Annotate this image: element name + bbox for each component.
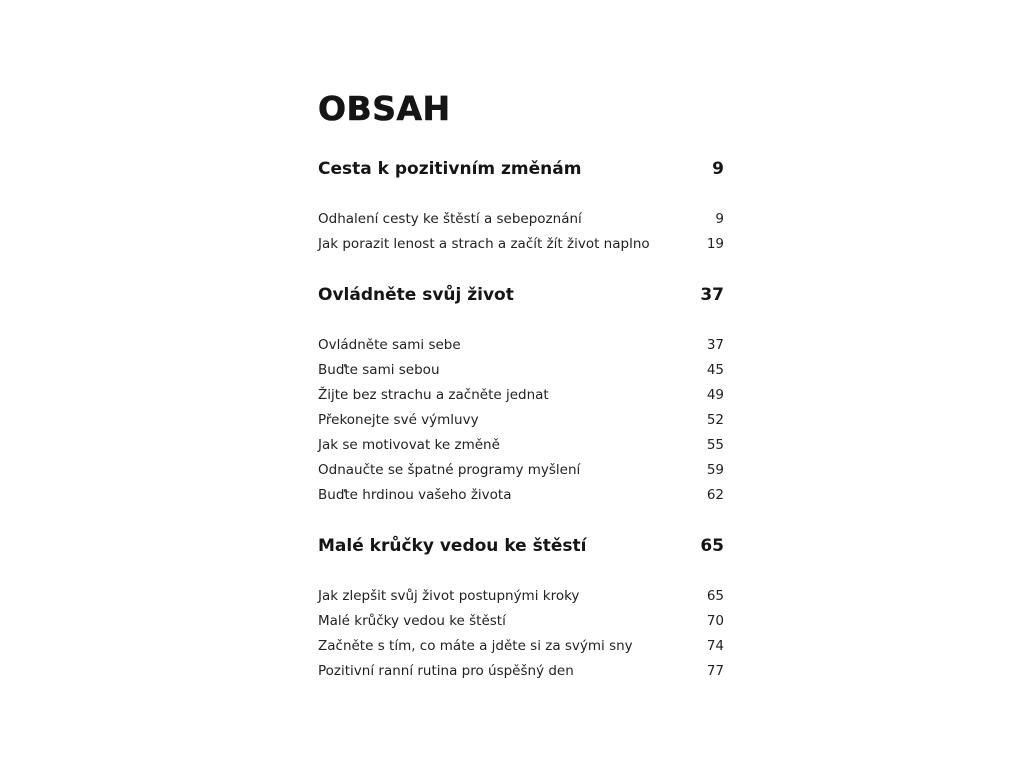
entry-title: Začněte s tím, co máte a jděte si za svými sny <box>318 638 633 654</box>
toc-entry <box>318 232 724 257</box>
section-entries <box>318 584 724 684</box>
entry-title: Žijte bez strachu a začněte jednat <box>318 387 549 403</box>
entry-page-number: 70 <box>706 613 724 629</box>
section-entries <box>318 207 724 257</box>
toc-section-1 <box>318 159 724 257</box>
entry-page-number: 37 <box>706 337 724 353</box>
toc-section-3 <box>318 536 724 684</box>
entry-page-number: 49 <box>706 387 724 403</box>
section-heading <box>318 159 724 179</box>
toc-entry <box>318 433 724 458</box>
entry-title: Jak zlepšit svůj život postupnými kroky <box>318 588 580 604</box>
section-title: Malé krůčky vedou ke štěstí <box>318 536 587 556</box>
entry-page-number: 65 <box>706 588 724 604</box>
toc-entry <box>318 358 724 383</box>
toc-entry <box>318 634 724 659</box>
page-title: OBSAH <box>318 89 451 128</box>
entry-page-number: 59 <box>706 462 724 478</box>
section-heading <box>318 536 724 556</box>
entry-title: Jak porazit lenost a strach a začít žít život naplno <box>318 236 650 252</box>
section-title: Ovládněte svůj život <box>318 285 514 305</box>
section-heading <box>318 285 724 305</box>
toc-entry <box>318 584 724 609</box>
toc-section-2 <box>318 285 724 508</box>
entry-title: Ovládněte sami sebe <box>318 337 461 353</box>
section-page-number: 9 <box>712 159 724 179</box>
entry-title: Buďte sami sebou <box>318 362 440 378</box>
entry-page-number: 62 <box>706 487 724 503</box>
toc-entry <box>318 483 724 508</box>
section-page-number: 65 <box>700 536 724 556</box>
entry-title: Pozitivní ranní rutina pro úspěšný den <box>318 663 574 679</box>
toc-entry <box>318 408 724 433</box>
entry-page-number: 74 <box>706 638 724 654</box>
toc-entry <box>318 659 724 684</box>
entry-title: Malé krůčky vedou ke štěstí <box>318 613 506 629</box>
entry-title: Jak se motivovat ke změně <box>318 437 500 453</box>
toc-entry <box>318 458 724 483</box>
entry-title: Buďte hrdinou vašeho života <box>318 487 512 503</box>
entry-title: Překonejte své výmluvy <box>318 412 479 428</box>
section-title: Cesta k pozitivním změnám <box>318 159 582 179</box>
table-of-contents <box>318 89 724 679</box>
section-page-number: 37 <box>700 285 724 305</box>
toc-entry <box>318 207 724 232</box>
entry-title: Odnaučte se špatné programy myšlení <box>318 462 581 478</box>
entry-page-number: 45 <box>706 362 724 378</box>
toc-entry <box>318 383 724 408</box>
section-entries <box>318 333 724 508</box>
entry-page-number: 52 <box>706 412 724 428</box>
entry-page-number: 19 <box>706 236 724 252</box>
entry-page-number: 55 <box>706 437 724 453</box>
toc-entry <box>318 609 724 634</box>
entry-page-number: 77 <box>706 663 724 679</box>
entry-page-number: 9 <box>715 211 724 227</box>
toc-entry <box>318 333 724 358</box>
entry-title: Odhalení cesty ke štěstí a sebepoznání <box>318 211 582 227</box>
